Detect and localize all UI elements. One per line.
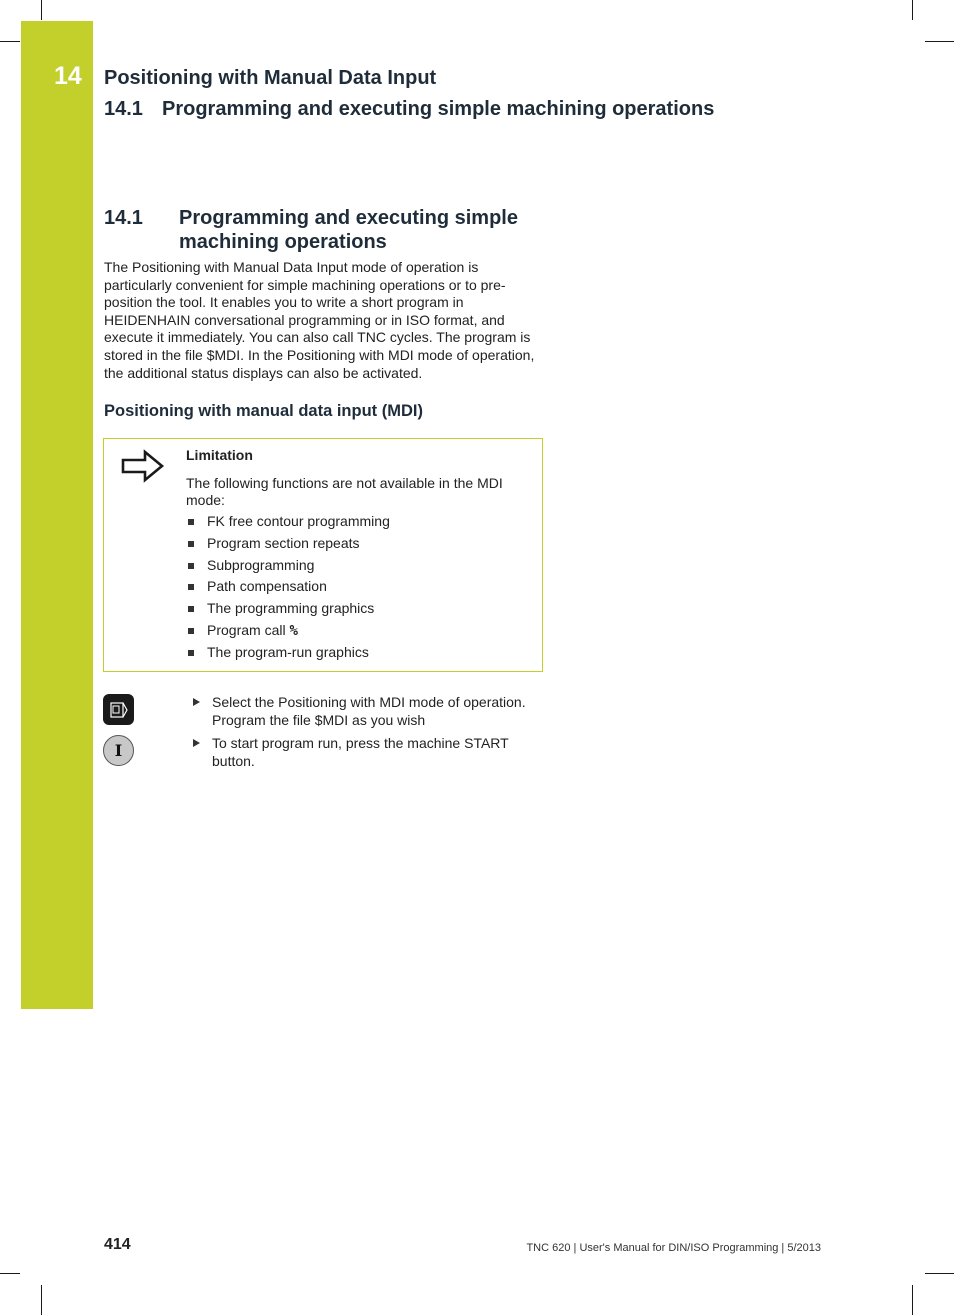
note-label: Limitation <box>186 447 253 463</box>
section-title <box>179 206 559 254</box>
list-item: FK free contour programming <box>186 513 390 535</box>
square-bullet-icon <box>188 541 194 547</box>
arrow-right-icon <box>121 449 165 488</box>
running-section-title: Programming and executing simple machining operations <box>162 98 715 120</box>
triangle-bullet-icon <box>193 698 200 706</box>
chapter-sidebar <box>21 21 93 1009</box>
chapter-title: Positioning with Manual Data Input <box>104 67 437 89</box>
steps-list <box>192 693 532 775</box>
intro-paragraph <box>104 259 536 382</box>
crop-mark <box>41 1285 42 1315</box>
list-item: The program-run graphics <box>186 644 390 666</box>
list-item: Program section repeats <box>186 535 390 557</box>
crop-mark <box>912 0 913 20</box>
square-bullet-icon <box>188 584 194 590</box>
page-number: 414 <box>104 1236 131 1253</box>
note-intro: The following functions are not available in the MDI mode: <box>186 475 503 508</box>
limitation-list <box>186 513 390 666</box>
list-item: Subprogramming <box>186 557 390 579</box>
percent-code: % <box>289 622 298 639</box>
nc-start-key-icon: I <box>103 735 134 766</box>
square-bullet-icon <box>188 606 194 612</box>
intro-text: The Positioning with Manual Data Input mode of operation is particularly convenient for simple machining operations or to pre-position the tool. It enables you to write a short program in HEIDENHAIN conversational programming or in ISO format, and execute it immediately. You can also call TNC cycles. The program is stored in the file $MDI. In the Positioning with MDI mode of operation, the additional status displays can also be activated. <box>104 259 535 381</box>
limitation-note-box <box>103 438 543 672</box>
crop-mark <box>41 0 42 20</box>
running-section-number: 14.1 <box>104 98 143 120</box>
list-item: The programming graphics <box>186 600 390 622</box>
section-number: 14.1 <box>104 207 143 229</box>
triangle-bullet-icon <box>193 739 200 747</box>
crop-mark <box>0 41 20 42</box>
step-item: Select the Positioning with MDI mode of operation. Program the file $MDI as you wish <box>192 693 532 729</box>
step-item: To start program run, press the machine START button. <box>192 734 532 770</box>
subsection-title: Positioning with manual data input (MDI) <box>104 402 423 420</box>
crop-mark <box>0 1273 20 1274</box>
square-bullet-icon <box>188 563 194 569</box>
square-bullet-icon <box>188 519 194 525</box>
section-title-line1: Programming and executing simple <box>179 207 518 229</box>
list-item: Program call % <box>186 622 390 644</box>
mdi-mode-key-icon <box>103 694 134 725</box>
chapter-number: 14 <box>54 62 82 90</box>
crop-mark <box>912 1285 913 1315</box>
square-bullet-icon <box>188 628 194 634</box>
running-section-header <box>104 98 714 121</box>
footer-text: TNC 620 | User's Manual for DIN/ISO Programming | 5/2013 <box>526 1242 821 1254</box>
square-bullet-icon <box>188 650 194 656</box>
section-title-line2: machining operations <box>179 231 387 253</box>
crop-mark <box>925 1273 954 1274</box>
crop-mark <box>925 41 954 42</box>
list-item: Path compensation <box>186 578 390 600</box>
